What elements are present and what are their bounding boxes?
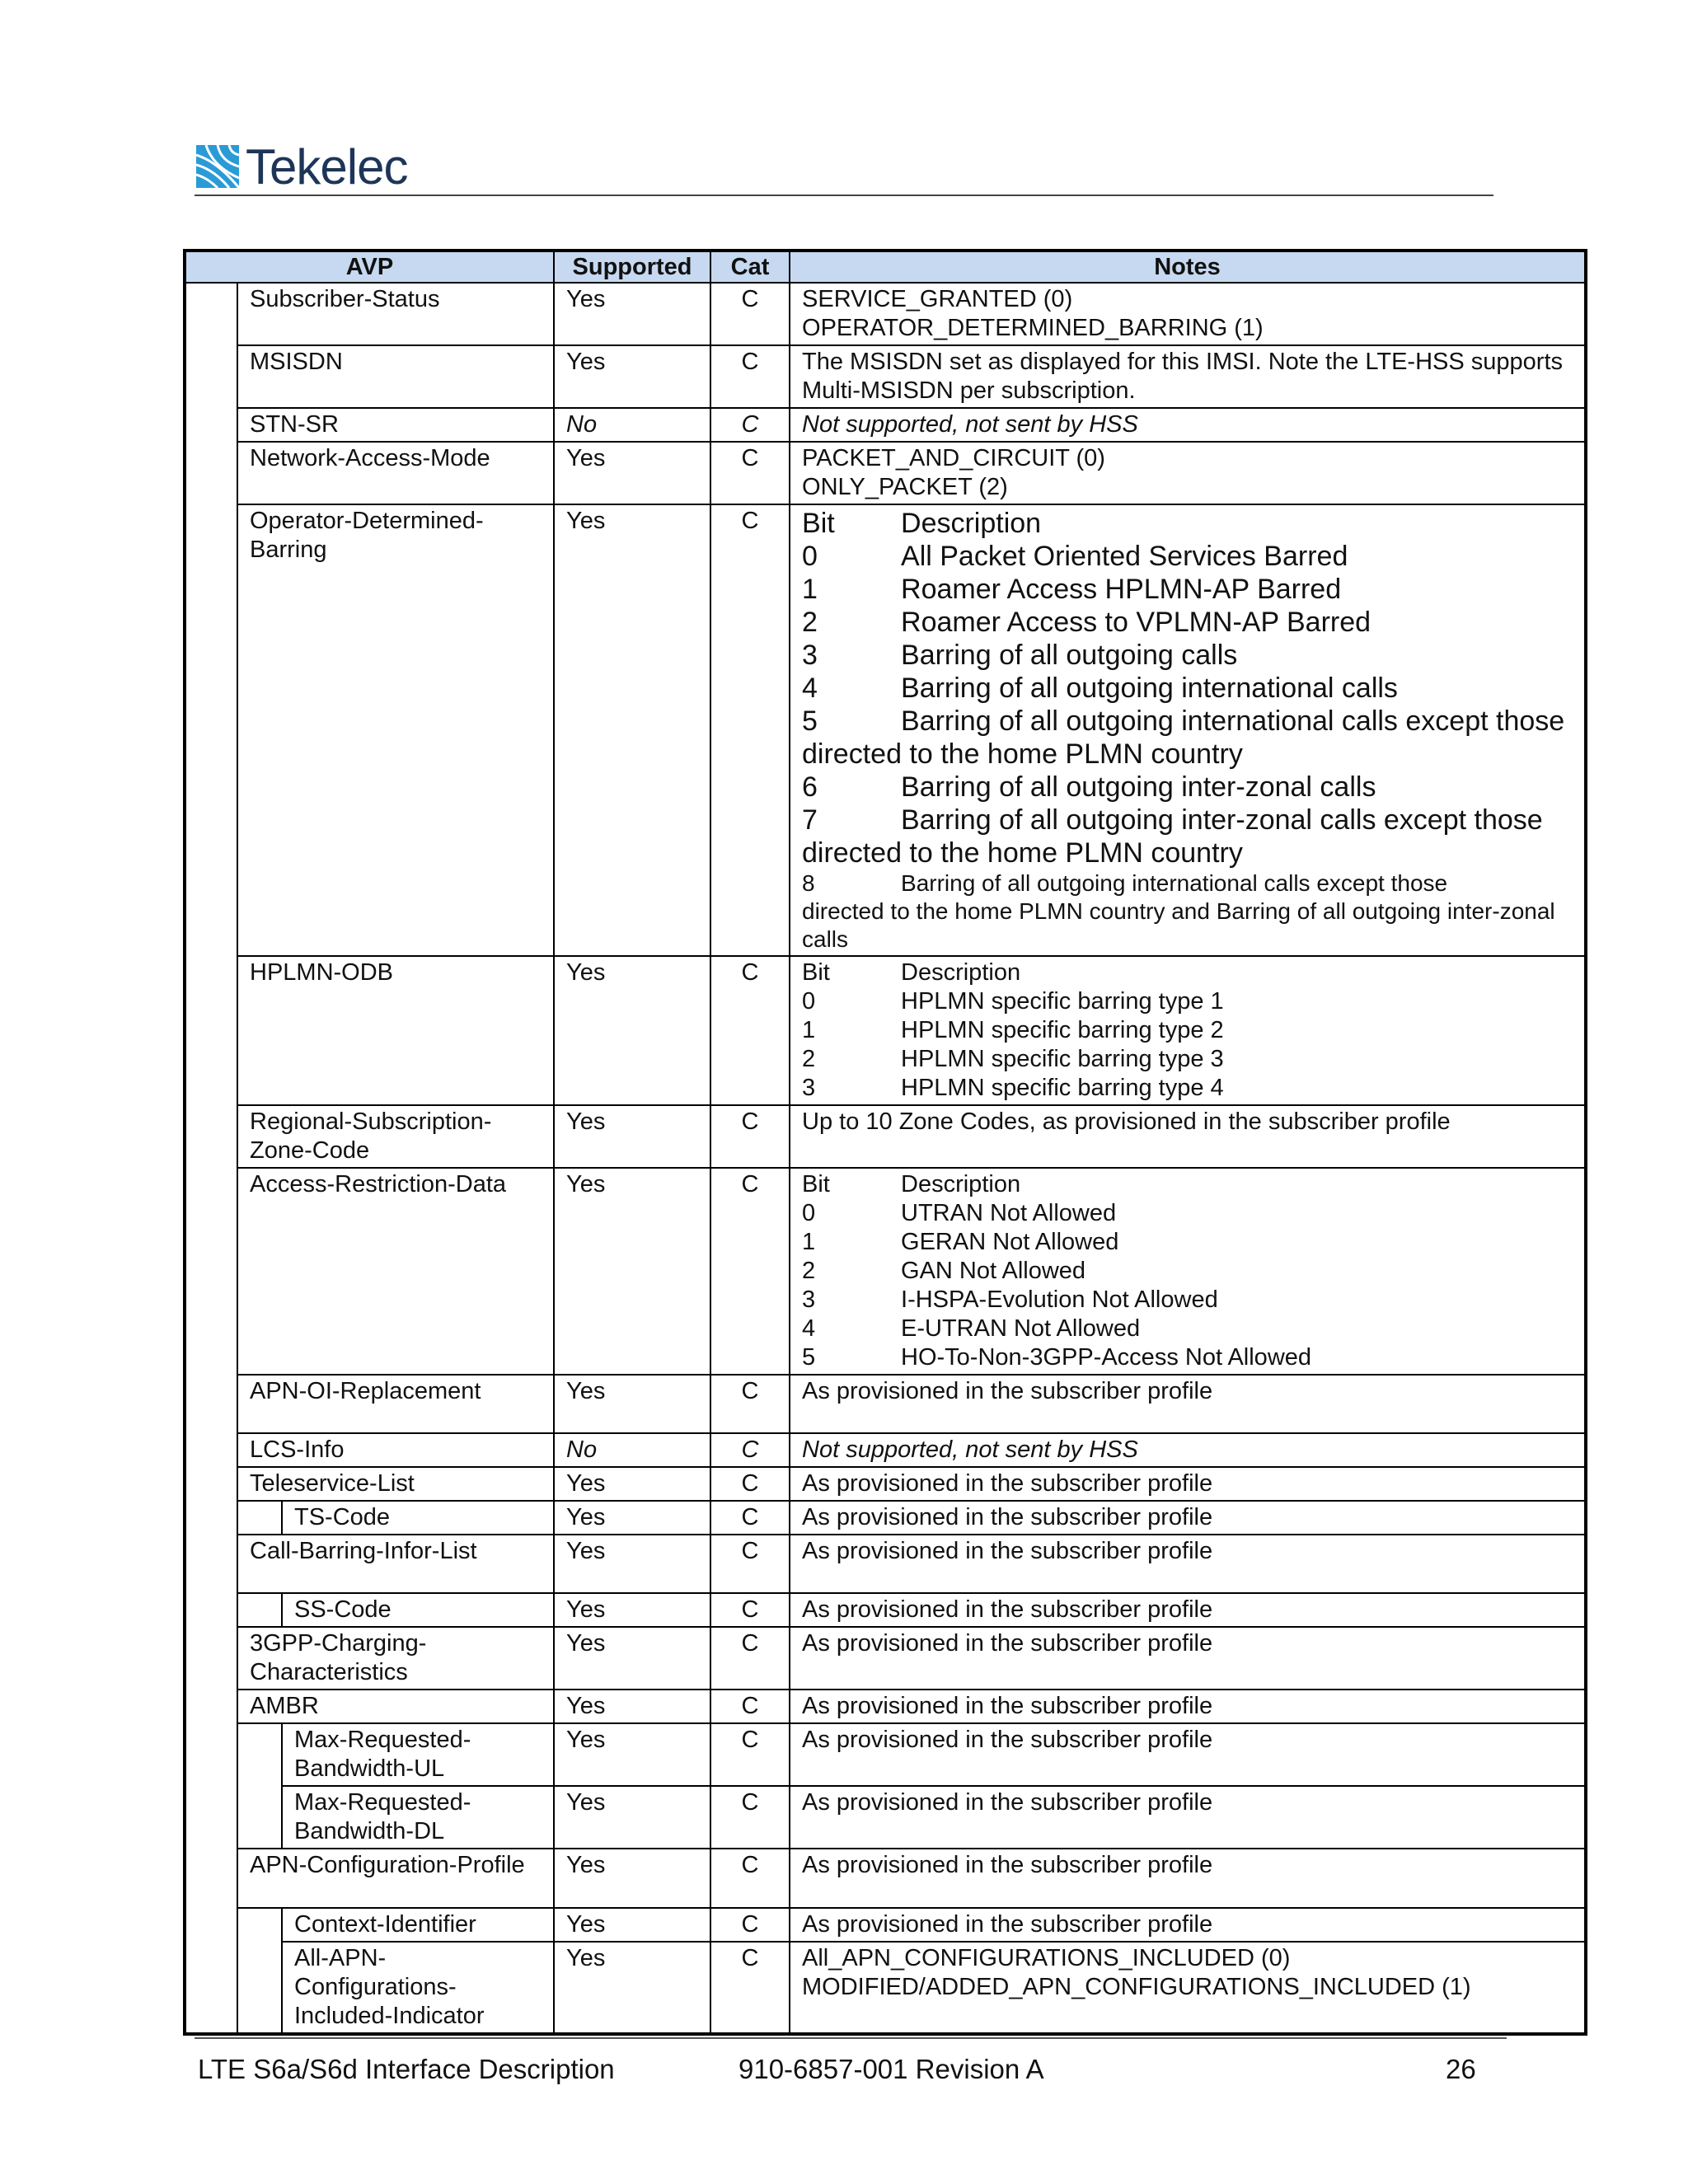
logo-text: Tekelec [246, 138, 408, 194]
supported-cell: No [554, 408, 710, 442]
bit-number: 6 [802, 771, 818, 803]
notes-cell [790, 1942, 1586, 2034]
tekelec-logo [196, 138, 408, 194]
avp-name: 3GPP-Charging-Characteristics [237, 1627, 554, 1690]
notes-cell: As provisioned in the subscriber profile [790, 1908, 1586, 1942]
bit-description: HPLMN specific barring type 1 [901, 988, 1224, 1015]
avp-name: Teleservice-List [237, 1467, 554, 1501]
avp-name: HPLMN-ODB [237, 956, 554, 1105]
avp-name: Network-Access-Mode [237, 442, 554, 504]
table-row [185, 345, 1586, 408]
bit-number: 3 [802, 1075, 816, 1101]
cat-cell: C [710, 1168, 790, 1375]
bit-row [802, 1343, 1573, 1372]
bit-row [802, 573, 1573, 606]
notes-cell: As provisioned in the subscriber profile [790, 1627, 1586, 1690]
notes-cell [790, 504, 1586, 956]
notes-cell [790, 1168, 1586, 1375]
bit-description: Description [901, 959, 1021, 986]
bit-row [802, 606, 1573, 639]
header-notes: Notes [790, 251, 1586, 283]
bit-number: 0 [802, 541, 818, 572]
table-row [185, 1593, 1586, 1627]
bit-description: HPLMN specific barring type 2 [901, 1017, 1224, 1043]
avp-name: MSISDN [237, 345, 554, 408]
supported-cell: Yes [554, 1627, 710, 1690]
cat-cell: C [710, 956, 790, 1105]
notes-cell: As provisioned in the subscriber profile [790, 1786, 1586, 1849]
table-row [185, 504, 1586, 956]
bit-description: UTRAN Not Allowed [901, 1200, 1117, 1226]
avp-name: SS-Code [282, 1593, 554, 1627]
bit-number: 1 [802, 574, 818, 605]
notes-line: PACKET_AND_CIRCUIT (0) [802, 445, 1105, 471]
bit-row [802, 672, 1573, 705]
bit-description: Barring of all outgoing international calls except those [901, 870, 1448, 896]
bit-number: Bit [802, 508, 835, 539]
cat-cell: C [710, 1535, 790, 1593]
bit-row [802, 869, 1573, 898]
notes-line: MODIFIED/ADDED_APN_CONFIGURATIONS_INCLUDED (1) [802, 1974, 1471, 2000]
table-row [185, 1433, 1586, 1467]
bit-row [802, 1228, 1573, 1257]
bit-number: 4 [802, 673, 818, 704]
bit-number: 0 [802, 988, 816, 1015]
bit-description: Barring of all outgoing calls [901, 640, 1238, 671]
bit-number: Bit [802, 1171, 830, 1197]
table-row [185, 1690, 1586, 1723]
bit-row [802, 987, 1573, 1016]
notes-cell: The MSISDN set as displayed for this IMSI. Note the LTE-HSS supports Multi-MSISDN per subscription. [790, 345, 1586, 408]
bit-wrap-line: directed to the home PLMN country and Barring of all outgoing inter-zonal calls [802, 898, 1555, 952]
supported-cell: Yes [554, 956, 710, 1105]
cat-cell: C [710, 1942, 790, 2034]
table-row [185, 1908, 1586, 1942]
supported-cell: Yes [554, 1786, 710, 1849]
notes-cell: As provisioned in the subscriber profile [790, 1375, 1586, 1433]
avp-name: LCS-Info [237, 1433, 554, 1467]
bit-description: HPLMN specific barring type 4 [901, 1075, 1224, 1101]
bit-wrap-line: directed to the home PLMN country [802, 738, 1243, 770]
table-row [185, 1501, 1586, 1535]
bit-description: Barring of all outgoing international calls [901, 673, 1398, 704]
header-avp: AVP [185, 251, 554, 283]
bit-description: Barring of all outgoing inter-zonal calls except those [901, 804, 1543, 836]
bit-row [802, 1257, 1573, 1286]
notes-cell: As provisioned in the subscriber profile [790, 1467, 1586, 1501]
supported-cell: Yes [554, 1908, 710, 1942]
avp-name: APN-Configuration-Profile [237, 1849, 554, 1908]
bit-number: 3 [802, 1286, 816, 1313]
footer-doc-title: LTE S6a/S6d Interface Description [198, 2054, 615, 2084]
avp-name: Operator-Determined-Barring [237, 504, 554, 956]
notes-cell: As provisioned in the subscriber profile [790, 1690, 1586, 1723]
table-row [185, 1786, 1586, 1849]
bit-number: 1 [802, 1229, 816, 1255]
supported-cell: Yes [554, 442, 710, 504]
notes-cell: As provisioned in the subscriber profile [790, 1501, 1586, 1535]
bit-number: 1 [802, 1017, 816, 1043]
footer-doc-number: 910-6857-001 Revision A [738, 2054, 1044, 2084]
bit-row [802, 1286, 1573, 1315]
table-row [185, 1105, 1586, 1168]
bit-description: GAN Not Allowed [901, 1258, 1086, 1284]
bit-row [802, 507, 1573, 540]
cat-cell: C [710, 1723, 790, 1786]
bit-number: 5 [802, 705, 818, 737]
avp-name: AMBR [237, 1690, 554, 1723]
bit-number: 8 [802, 870, 815, 896]
avp-name: Context-Identifier [282, 1908, 554, 1942]
bit-description: GERAN Not Allowed [901, 1229, 1119, 1255]
avp-name: Call-Barring-Infor-List [237, 1535, 554, 1593]
header-divider [195, 194, 1493, 196]
table-header-row [185, 251, 1586, 283]
supported-cell: Yes [554, 283, 710, 345]
bit-number: Bit [802, 959, 830, 986]
bit-row [802, 1315, 1573, 1343]
cat-cell: C [710, 442, 790, 504]
bit-number: 2 [802, 607, 818, 638]
bit-row [802, 1199, 1573, 1228]
avp-name: Regional-Subscription-Zone-Code [237, 1105, 554, 1168]
supported-cell: No [554, 1433, 710, 1467]
cat-cell: C [710, 1501, 790, 1535]
table-row [185, 1467, 1586, 1501]
cat-cell: C [710, 1433, 790, 1467]
table-row [185, 442, 1586, 504]
bit-row [802, 1170, 1573, 1199]
bit-description: I-HSPA-Evolution Not Allowed [901, 1286, 1218, 1313]
avp-name: TS-Code [282, 1501, 554, 1535]
tekelec-logo-icon [196, 145, 239, 188]
table-row [185, 956, 1586, 1105]
supported-cell: Yes [554, 1501, 710, 1535]
child-indent-cell [237, 1723, 282, 1849]
bit-wrap-line: directed to the home PLMN country [802, 837, 1243, 869]
bit-row [802, 540, 1573, 573]
bit-description: Roamer Access HPLMN-AP Barred [901, 574, 1342, 605]
cat-cell: C [710, 1105, 790, 1168]
supported-cell: Yes [554, 345, 710, 408]
avp-name: Max-Requested-Bandwidth-UL [282, 1723, 554, 1786]
cat-cell: C [710, 408, 790, 442]
bit-row [802, 958, 1573, 987]
cat-cell: C [710, 283, 790, 345]
cat-cell: C [710, 1467, 790, 1501]
supported-cell: Yes [554, 1849, 710, 1908]
footer-divider [195, 2037, 1507, 2039]
avp-name: All-APN-Configurations-Included-Indicator [282, 1942, 554, 2034]
child-indent-cell [237, 1501, 282, 1535]
notes-cell: As provisioned in the subscriber profile [790, 1849, 1586, 1908]
bit-number: 4 [802, 1315, 816, 1342]
bit-description: Description [901, 1171, 1021, 1197]
parent-indent-cell [185, 283, 237, 2034]
table-row [185, 408, 1586, 442]
bit-row [802, 1045, 1573, 1074]
supported-cell: Yes [554, 1690, 710, 1723]
supported-cell: Yes [554, 1593, 710, 1627]
cat-cell: C [710, 1908, 790, 1942]
child-indent-cell [237, 1593, 282, 1627]
bit-row [802, 1016, 1573, 1045]
cat-cell: C [710, 345, 790, 408]
notes-cell [790, 442, 1586, 504]
notes-cell: Not supported, not sent by HSS [790, 1433, 1586, 1467]
supported-cell: Yes [554, 1467, 710, 1501]
cat-cell: C [710, 1627, 790, 1690]
table-row [185, 283, 1586, 345]
bit-number: 2 [802, 1046, 816, 1072]
supported-cell: Yes [554, 1942, 710, 2034]
supported-cell: Yes [554, 1375, 710, 1433]
bit-description: Barring of all outgoing inter-zonal calls [901, 771, 1376, 803]
bit-number: 7 [802, 804, 818, 836]
bit-description: HO-To-Non-3GPP-Access Not Allowed [901, 1344, 1312, 1371]
table-row [185, 1535, 1586, 1593]
bit-description: Description [901, 508, 1042, 539]
bit-number: 3 [802, 640, 818, 671]
bit-description: All Packet Oriented Services Barred [901, 541, 1348, 572]
supported-cell: Yes [554, 1105, 710, 1168]
notes-cell: As provisioned in the subscriber profile [790, 1723, 1586, 1786]
notes-cell [790, 283, 1586, 345]
notes-cell: Up to 10 Zone Codes, as provisioned in the subscriber profile [790, 1105, 1586, 1168]
bit-description: Roamer Access to VPLMN-AP Barred [901, 607, 1372, 638]
cat-cell: C [710, 1593, 790, 1627]
footer-page-number: 26 [1446, 2054, 1476, 2084]
avp-name: APN-OI-Replacement [237, 1375, 554, 1433]
notes-cell [790, 956, 1586, 1105]
avp-name: Subscriber-Status [237, 283, 554, 345]
table-row [185, 1723, 1586, 1786]
table-row [185, 1627, 1586, 1690]
notes-line: OPERATOR_DETERMINED_BARRING (1) [802, 315, 1264, 341]
header-cat: Cat [710, 251, 790, 283]
notes-line: ONLY_PACKET (2) [802, 474, 1008, 500]
notes-line: All_APN_CONFIGURATIONS_INCLUDED (0) [802, 1945, 1291, 1971]
bit-description: HPLMN specific barring type 3 [901, 1046, 1224, 1072]
child-indent-cell [237, 1908, 282, 2034]
bit-row [802, 1074, 1573, 1103]
header-supported: Supported [554, 251, 710, 283]
bit-row [802, 804, 1573, 837]
avp-name: Max-Requested-Bandwidth-DL [282, 1786, 554, 1849]
bit-number: 0 [802, 1200, 816, 1226]
table-row [185, 1942, 1586, 2034]
table-row [185, 1849, 1586, 1908]
supported-cell: Yes [554, 1168, 710, 1375]
supported-cell: Yes [554, 1723, 710, 1786]
bit-number: 2 [802, 1258, 816, 1284]
bit-row [802, 639, 1573, 672]
avp-name: STN-SR [237, 408, 554, 442]
bit-row [802, 771, 1573, 804]
table-row [185, 1168, 1586, 1375]
bit-number: 5 [802, 1344, 816, 1371]
cat-cell: C [710, 1849, 790, 1908]
table-row [185, 1375, 1586, 1433]
avp-table [183, 249, 1587, 2036]
cat-cell: C [710, 1375, 790, 1433]
cat-cell: C [710, 504, 790, 956]
cat-cell: C [710, 1690, 790, 1723]
notes-line: SERVICE_GRANTED (0) [802, 286, 1073, 312]
avp-name: Access-Restriction-Data [237, 1168, 554, 1375]
notes-cell: Not supported, not sent by HSS [790, 408, 1586, 442]
notes-cell: As provisioned in the subscriber profile [790, 1593, 1586, 1627]
cat-cell: C [710, 1786, 790, 1849]
bit-description: Barring of all outgoing international calls except those [901, 705, 1565, 737]
supported-cell: Yes [554, 1535, 710, 1593]
bit-row [802, 705, 1573, 738]
supported-cell: Yes [554, 504, 710, 956]
notes-cell: As provisioned in the subscriber profile [790, 1535, 1586, 1593]
bit-description: E-UTRAN Not Allowed [901, 1315, 1141, 1342]
